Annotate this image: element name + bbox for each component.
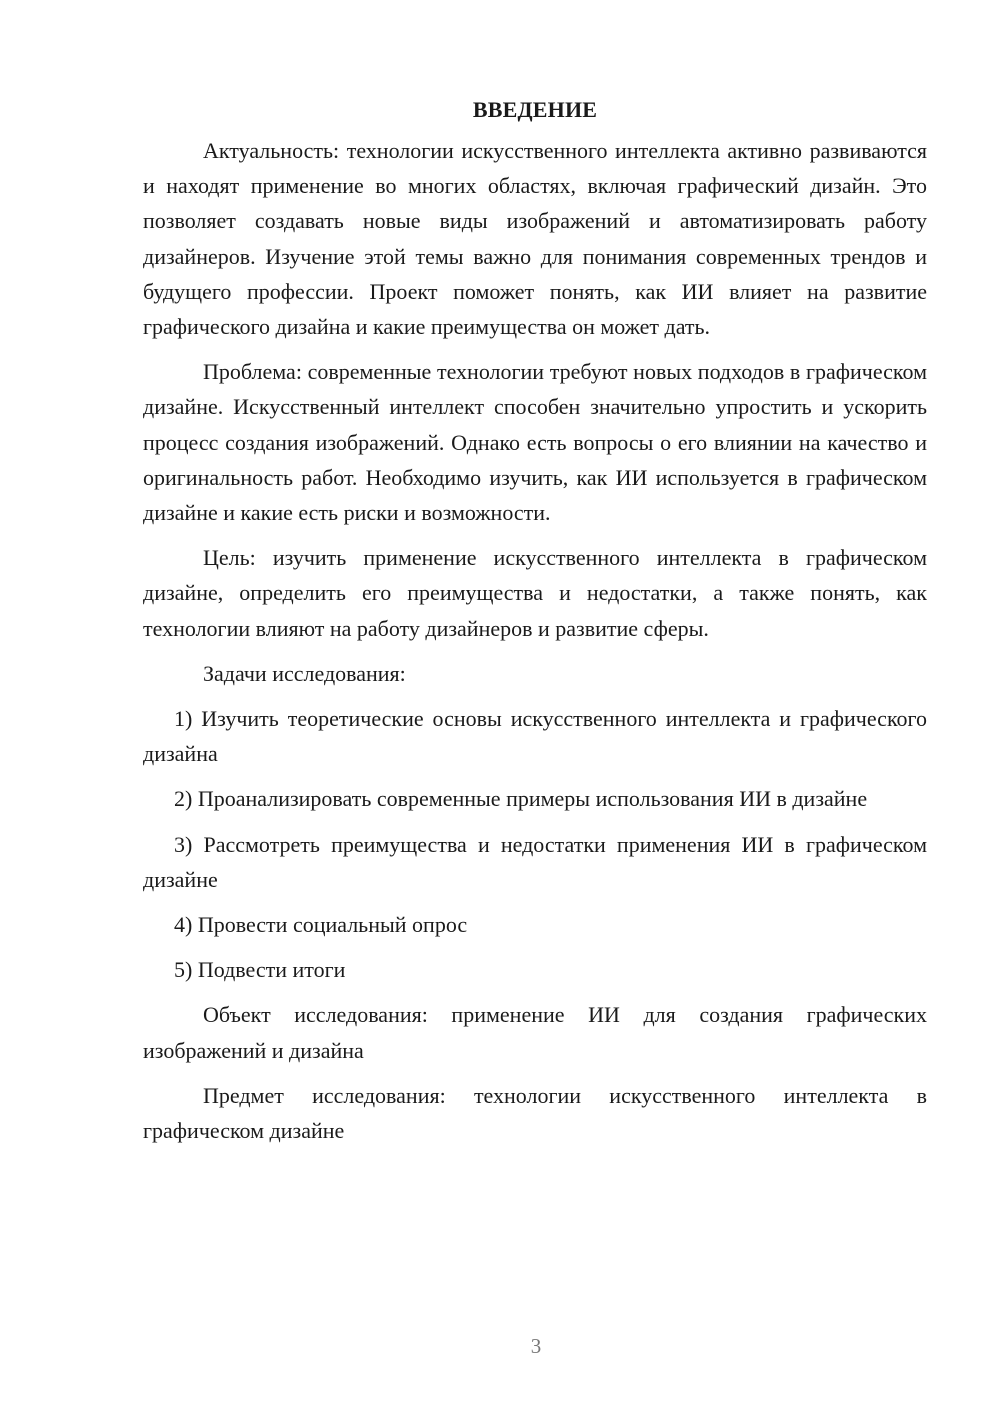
object-paragraph: Объект исследования: применение ИИ для создания графических изображений и дизайна [143,1002,927,1063]
tasks-intro: Задачи исследования: [203,660,406,686]
task-item: 3) Рассмотреть преимущества и недостатки применения ИИ в графическом дизайне [143,831,927,892]
task-item: 4) Провести социальный опрос [174,912,468,938]
tasks-list [143,701,927,987]
task-item: 2) Проанализировать современные примеры использования ИИ в дизайне [174,786,868,812]
subject-paragraph: Предмет исследования: технологии искусственного интеллекта в графическом дизайне [143,1082,927,1144]
problem-paragraph: Проблема: современные технологии требуют новых подходов в графическом дизайне. Искусственный интеллект способен значительно упростить и ускорить процесс создания изображений. Однако есть вопросы о его влиянии на качество и оригинальность работ. Необходимо изучить, как ИИ используется в графическом дизайне и какие есть риски и возможности. [143,359,927,526]
relevance-paragraph: Актуальность: технологии искусственного интеллекта активно развиваются и находят применение во многих областях, включая графический дизайн. Это позволяет создавать новые виды изображений и автоматизировать работу дизайнеров. Изучение этой темы важно для понимания современных трендов и будущего профессии. Проект поможет понять, как ИИ влияет на развитие графического дизайна и какие преимущества он может дать. [143,138,927,340]
task-item: 5) Подвести итоги [174,957,346,983]
goal-paragraph: Цель: изучить применение искусственного интеллекта в графическом дизайне, определить его преимущества и недостатки, а также понять, как технологии влияют на работу дизайнеров и развитие сферы. [143,545,927,641]
section-heading: ВВЕДЕНИЕ [472,97,598,122]
page-number: 3 [530,1334,542,1358]
task-item: 1) Изучить теоретические основы искусственного интеллекта и графического дизайна [143,706,927,767]
page-content [143,92,927,1158]
